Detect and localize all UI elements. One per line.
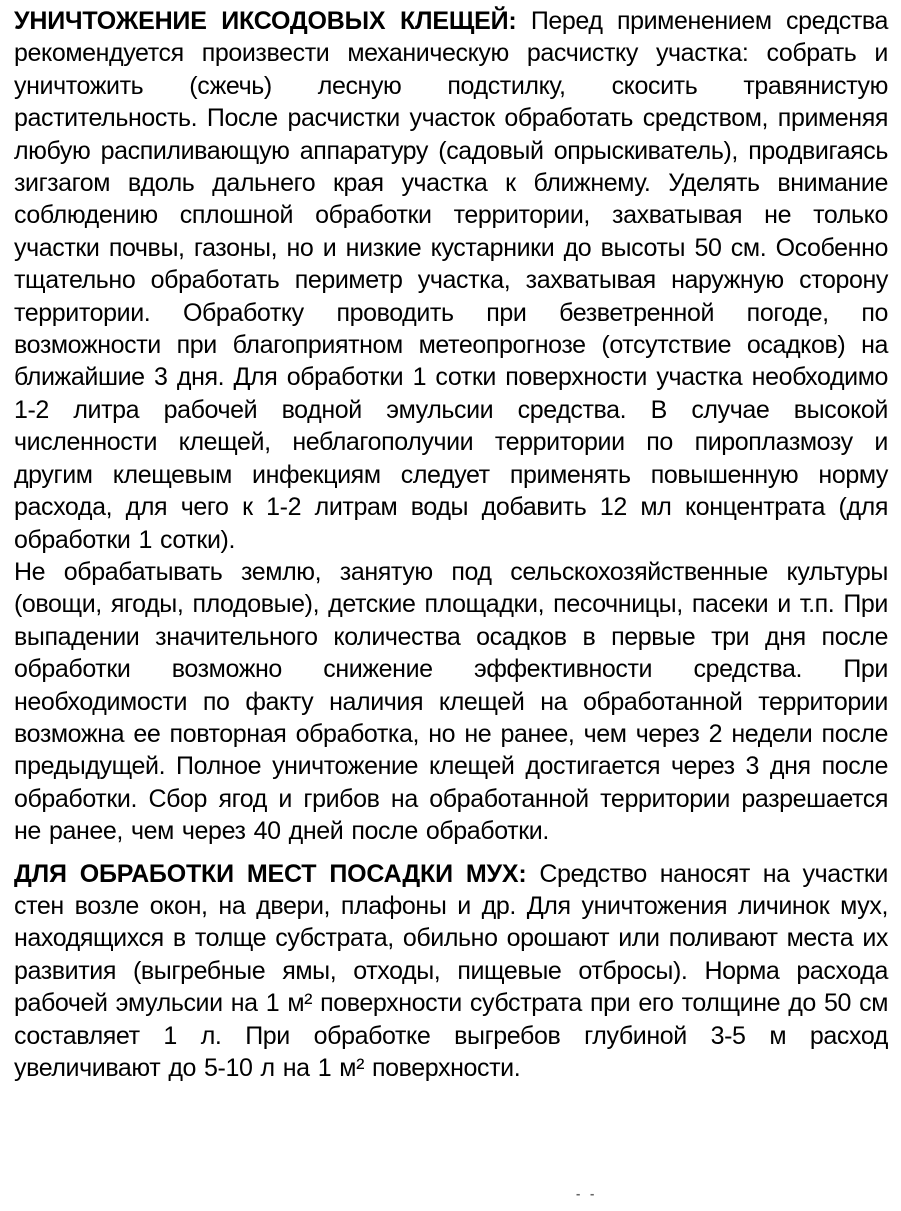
section-tick-extermination: [14, 5, 888, 556]
section-tick-extermination-heading: УНИЧТОЖЕНИЕ ИКСОДОВЫХ КЛЕЩЕЙ:: [14, 7, 517, 35]
section-fly-treatment-heading: ДЛЯ ОБРАБОТКИ МЕСТ ПОСАДКИ МУХ:: [14, 859, 527, 888]
section-restrictions: [14, 556, 888, 848]
page-bottom-artifact: - -: [576, 1186, 598, 1201]
section-fly-treatment-body: Средство наносят на участки стен возле окон, на двери, плафоны и др. Для уничтожения личинок мух, находящихся в толще субстрата, обильно орошают или поливают места их развития (выгребные ямы, отходы, пищевые отбросы). Норма расхода рабочей эмульсии на 1 м² поверхности субстрата при его толщине до 50 см составляет 1 л. При обработке выгребов глубиной 3-5 м расход увеличивают до 5-10 л на 1 м² поверхности.: [14, 859, 888, 1082]
section-restrictions-body: Не обрабатывать землю, занятую под сельскохозяйственные культуры (овощи, ягоды, плодовые), детские площадки, песочницы, пасеки и т.п. При выпадении значительного количества осадков в первые три дня после обработки возможно снижение эффективности средства. При необходимости по факту наличия клещей на обработанной территории возможна ее повторная обработка, но не ранее, чем через 2 недели после предыдущей. Полное уничтожение клещей достигается через 3 дня после обработки. Сбор ягод и грибов на обработанной территории разрешается не ранее, чем через 40 дней после обработки.: [14, 557, 888, 846]
instruction-text: [14, 5, 888, 1084]
section-fly-treatment: [14, 858, 888, 1085]
section-tick-extermination-body: Перед применением средства рекомендуется произвести механическую расчистку участка: собрать и уничтожить (сжечь) лесную подстилку, скосить травянистую растительность. После расчистки участок обработать средством, применяя любую распиливающую аппаратуру (садовый опрыскиватель), продвигаясь зигзагом вдоль дальнего края участка к ближнему. Уделять внимание соблюдению сплошной обработки территории, захватывая не только участки почвы, газоны, но и низкие кустарники до высоты 50 см. Особенно тщательно обработать периметр участка, захватывая наружную сторону территории. Обработку проводить при безветренной погоде, по возможности при благоприятном метеопрогнозе (отсутствие осадков) на ближайшие 3 дня. Для обработки 1 сотки поверхности участка необходимо 1-2 литра рабочей водной эмульсии средства. В случае высокой численности клещей, неблагополучии территории по пироплазмозу и другим клещевым инфекциям следует применять повышенную норму расхода, для чего к 1-2 литрам воды добавить 12 мл концентрата (для обработки 1 сотки).: [14, 7, 889, 554]
